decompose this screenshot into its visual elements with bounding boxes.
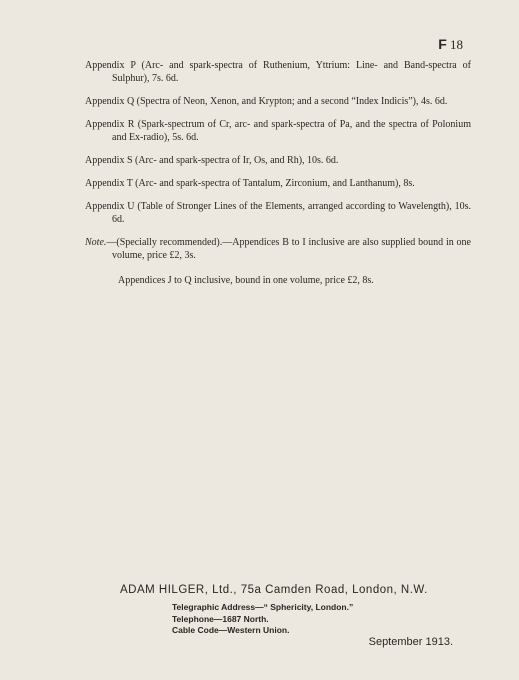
telephone-number: Telephone—1687 North. bbox=[172, 613, 269, 624]
note-lead: Note. bbox=[85, 237, 107, 248]
appendix-list bbox=[85, 59, 471, 287]
note-paragraph bbox=[85, 236, 471, 262]
appendix-entry-s: Appendix S (Arc- and spark-spectra of Ir, Os, and Rh), 10s. 6d. bbox=[85, 155, 339, 166]
appendix-entry-q: Appendix Q (Spectra of Neon, Xenon, and Krypton; and a second “Index Indicis”), 4s. 6d. bbox=[85, 96, 448, 107]
appendix-entry-u: Appendix U (Table of Stronger Lines of the Elements, arranged according to Wavelength), 10s. 6d. bbox=[85, 201, 471, 225]
appendix-entry-r: Appendix R (Spark-spectrum of Cr, arc- and spark-spectra of Pa, and the spectra of Polonium and Ex-radio), 5s. 6d. bbox=[85, 119, 471, 143]
page-number-value: 18 bbox=[450, 37, 463, 52]
telegraphic-address: Telegraphic Address—“ Sphericity, London.” bbox=[172, 602, 354, 612]
appendix-entry-p: Appendix P (Arc- and spark-spectra of Ruthenium, Yttrium: Line- and Band-spectra of Sulphur), 7s. 6d. bbox=[85, 60, 471, 84]
note-text: —(Specially recommended).—Appendices B to I inclusive are also supplied bound in one volume, price £2, 3s. bbox=[106, 237, 471, 261]
publication-date: September 1913. bbox=[368, 636, 453, 648]
page-section-letter: F bbox=[438, 36, 447, 52]
appendices-j-q-volume: Appendices J to Q inclusive, bound in one volume, price £2, 8s. bbox=[118, 275, 374, 286]
cable-code: Cable Code—Western Union. bbox=[172, 625, 290, 635]
page-number bbox=[438, 36, 463, 53]
contact-block bbox=[172, 602, 353, 637]
firm-address: ADAM HILGER, Ltd., 75a Camden Road, London, N.W. bbox=[120, 584, 428, 596]
appendix-entry-t: Appendix T (Arc- and spark-spectra of Tantalum, Zirconium, and Lanthanum), 8s. bbox=[85, 178, 415, 189]
